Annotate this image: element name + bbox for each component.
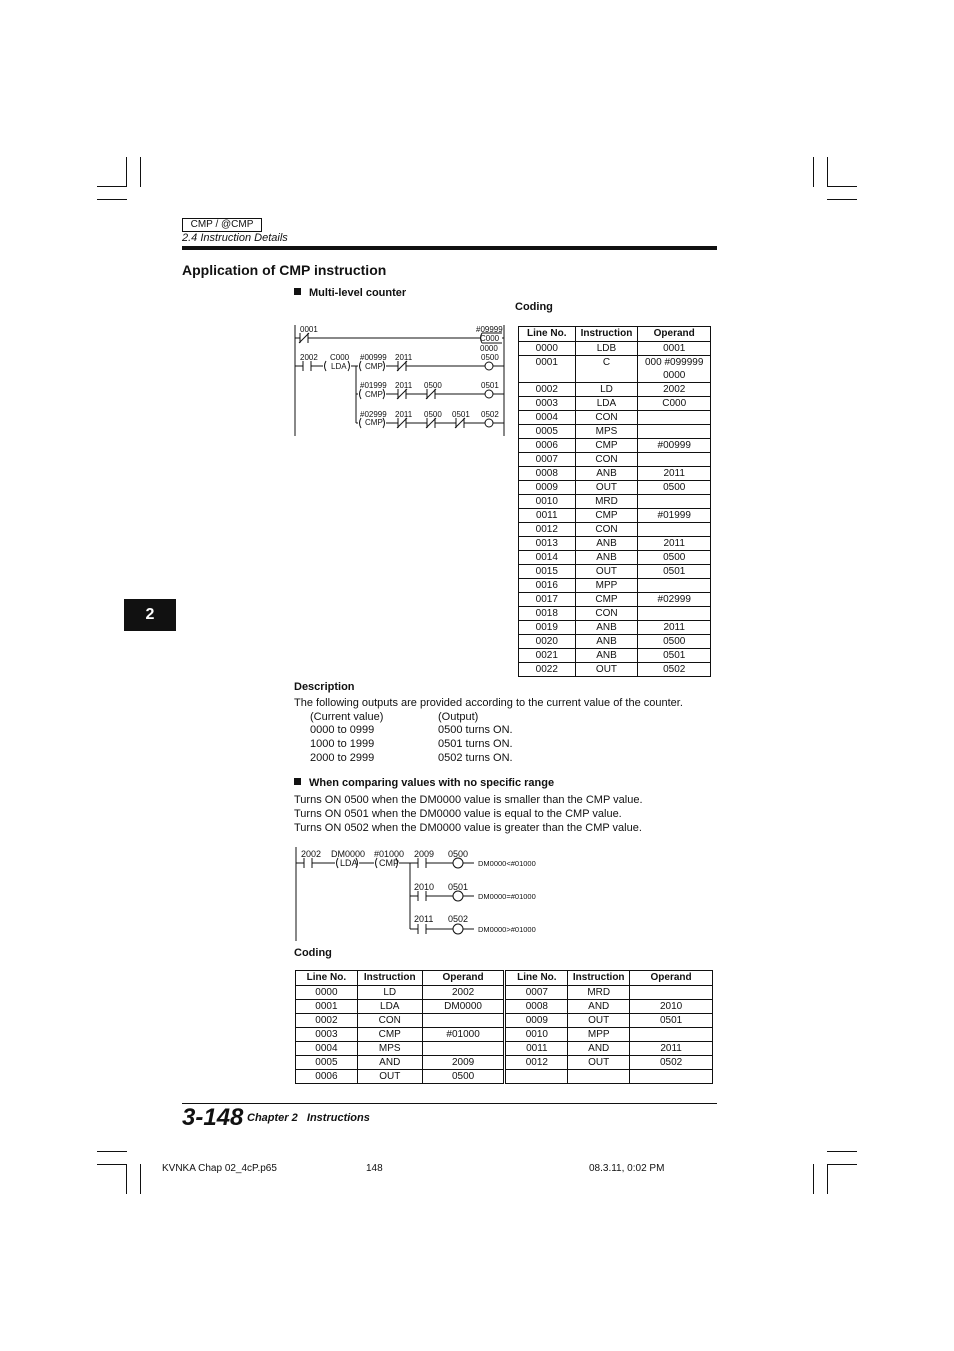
ladder-label: #01000 [374,849,405,859]
table-cell: MPS [357,1042,422,1056]
table-cell [638,495,711,509]
ladder-label: 2011 [395,381,413,390]
table-cell: 0007 [505,986,568,1000]
sec2-line: Turns ON 0501 when the DM0000 value is equal to the CMP value. [294,808,622,820]
ladder-note: DM0000>#01000 [478,925,536,934]
table-cell: OUT [568,1056,630,1070]
table-cell: #00999 [638,439,711,453]
crop-mark [827,199,857,200]
crop-mark [140,157,141,187]
crop-mark [97,1164,127,1165]
ladder-label: 2009 [414,849,435,859]
description-intro: The following outputs are provided according to the current value of the counter. [294,697,683,709]
table-row [519,397,711,411]
table-cell [638,579,711,593]
table-cell: #01999 [638,509,711,523]
table-cell: 0501 [638,649,711,663]
table-cell [505,1070,568,1084]
table-cell: 0001 [296,1000,358,1014]
table-header-cell: Instruction [568,971,630,986]
table-row [519,607,711,621]
crop-mark [97,186,127,187]
table-cell: 0500 [638,481,711,495]
table-cell: 0500 [638,551,711,565]
table-cell: 000 #099999 0000 [638,356,711,383]
table-row [519,425,711,439]
table-cell: 0502 [630,1056,713,1070]
table-cell: 0015 [519,565,576,579]
table-cell: 0014 [519,551,576,565]
ladder-label: #09999 [476,325,503,334]
table-cell: 0001 [638,342,711,356]
table-row [519,593,711,607]
table-cell: 0008 [519,467,576,481]
description-col-a: (Current value) [310,711,384,723]
sec1-heading: Multi-level counter [294,287,406,299]
table-cell [638,425,711,439]
crop-mark [97,199,127,200]
table-cell: CON [575,607,638,621]
table-cell: 0012 [505,1056,568,1070]
table-cell: 0005 [296,1056,358,1070]
crop-mark [827,1164,857,1165]
ladder-label: C000 [480,334,500,343]
table-header-cell: Line No. [519,327,576,342]
ladder-label: CMP [379,858,399,868]
ladder-label: LDA [331,362,347,371]
table-cell: 0501 [630,1014,713,1028]
ladder-label: #01999 [360,381,387,390]
crop-mark [813,157,814,187]
table-cell: 0009 [505,1014,568,1028]
table-cell: LDA [357,1000,422,1014]
ladder-label: 0500 [424,410,442,419]
header-section: 2.4 Instruction Details [182,232,288,244]
table-cell: OUT [357,1070,422,1084]
table-cell: 0011 [505,1042,568,1056]
table-cell: ANB [575,537,638,551]
table-cell: 0009 [519,481,576,495]
ladder-label: 2010 [414,882,435,892]
table-cell: MRD [575,495,638,509]
table-cell: ANB [575,467,638,481]
page-number: 3-148 [182,1104,244,1131]
table-cell: 0016 [519,579,576,593]
table-cell: 2010 [630,1000,713,1014]
table-cell: 0013 [519,537,576,551]
table-cell [422,1014,505,1028]
square-bullet-icon [294,778,301,785]
square-bullet-icon [294,288,301,295]
table-cell: 0010 [519,495,576,509]
table-cell: CMP [575,593,638,607]
crop-mark [97,1151,127,1152]
table-row [519,383,711,397]
ladder-label: LDA [340,858,358,868]
table-cell: 0501 [638,565,711,579]
table-row [519,509,711,523]
table-header-row [519,327,711,342]
ladder-label: CMP [365,418,383,427]
table-cell: 2011 [638,621,711,635]
table-cell [638,607,711,621]
table-cell: ANB [575,649,638,663]
table-row [519,649,711,663]
ladder-label: CMP [365,362,383,371]
table-cell: LD [575,383,638,397]
table-header-cell: Line No. [505,971,568,986]
table-cell: CMP [357,1028,422,1042]
coding-table-1 [518,326,711,677]
description-value: 0000 to 0999 [310,724,375,736]
table-cell: CON [575,453,638,467]
table-row [519,481,711,495]
footer-page: 148 [366,1163,383,1174]
table-row [519,579,711,593]
table-row [519,342,711,356]
table-cell: CON [575,411,638,425]
ladder-note: DM0000=#01000 [478,892,536,901]
table-row [519,439,711,453]
header-rule [182,246,717,250]
ladder-label: 0501 [448,882,469,892]
table-cell: MPS [575,425,638,439]
crop-mark [827,157,828,187]
table-cell: CON [357,1014,422,1028]
table-cell: 2002 [422,986,505,1000]
ladder-label: 0501 [452,410,470,419]
table-cell: 0006 [519,439,576,453]
crop-mark [126,1164,127,1194]
table-header-row [296,971,713,986]
table-cell: 0000 [296,986,358,1000]
table-cell: 0021 [519,649,576,663]
description-value: 1000 to 1999 [310,738,375,750]
table-cell: OUT [575,565,638,579]
footer-chapter: Chapter 2 Instructions [247,1112,370,1124]
table-row [519,565,711,579]
table-cell: OUT [575,481,638,495]
table-cell [638,411,711,425]
table-cell: 0011 [519,509,576,523]
ladder-label: 0500 [448,849,469,859]
table-header-cell: Instruction [575,327,638,342]
table-cell: C [575,356,638,383]
table-cell: 0003 [519,397,576,411]
description-output: 0501 turns ON. [438,738,513,750]
table-row [519,495,711,509]
ladder-label: 0500 [481,353,499,362]
sec2-line: Turns ON 0500 when the DM0000 value is smaller than the CMP value. [294,794,643,806]
ladder-diagram-1 [290,322,510,442]
table-cell: #02999 [638,593,711,607]
page-title: Application of CMP instruction [182,262,387,278]
table-row [519,635,711,649]
table-cell: 0019 [519,621,576,635]
ladder-diagram-2 [290,844,550,944]
table-cell: 0500 [638,635,711,649]
chapter-side-tab: 2 [124,599,176,631]
table-cell: AND [568,1000,630,1014]
table-row [296,1056,713,1070]
table-cell [422,1042,505,1056]
table-row [296,1028,713,1042]
table-cell: CON [575,523,638,537]
table-cell: AND [357,1056,422,1070]
table-row [519,467,711,481]
footer-date: 08.3.11, 0:02 PM [589,1163,665,1174]
table-cell: 0006 [296,1070,358,1084]
description-output: 0502 turns ON. [438,752,513,764]
table-cell: LDB [575,342,638,356]
table-cell: CMP [575,439,638,453]
ladder-label: CMP [365,390,383,399]
ladder-label: 2011 [395,353,413,362]
table-cell: 0007 [519,453,576,467]
table-cell: C000 [638,397,711,411]
table-header-cell: Operand [422,971,505,986]
table-header-cell: Operand [638,327,711,342]
table-cell: LD [357,986,422,1000]
table-header-cell: Line No. [296,971,358,986]
header-box-label: CMP / @CMP [182,218,262,232]
description-output: 0500 turns ON. [438,724,513,736]
table-header-cell: Instruction [357,971,422,986]
table-cell [638,523,711,537]
table-row [519,537,711,551]
table-cell: 0008 [505,1000,568,1014]
table-cell: 2011 [630,1042,713,1056]
table-cell [630,1028,713,1042]
ladder-label: 0502 [448,914,469,924]
table-row [519,663,711,677]
table-row [519,356,711,383]
sec1-coding-label: Coding [515,301,553,313]
table-row [519,411,711,425]
table-cell: 0500 [422,1070,505,1084]
ladder-label: 0502 [481,410,499,419]
crop-mark [813,1164,814,1194]
table-cell: AND [568,1042,630,1056]
table-cell: 0004 [296,1042,358,1056]
ladder-label: DM0000 [331,849,366,859]
ladder-label: 2011 [395,410,413,419]
ladder-label: 0000 [480,344,498,353]
table-cell: LDA [575,397,638,411]
sec2-heading: When comparing values with no specific range [294,777,554,789]
table-cell: 0005 [519,425,576,439]
table-cell: 0017 [519,593,576,607]
ladder-label: 2002 [300,353,318,362]
description-value: 2000 to 2999 [310,752,375,764]
footer-file: KVNKA Chap 02_4cP.p65 [162,1163,277,1174]
crop-mark [827,1151,857,1152]
table-row [519,523,711,537]
table-cell: 0012 [519,523,576,537]
table-cell: 0004 [519,411,576,425]
table-cell [630,1070,713,1084]
crop-mark [827,186,857,187]
sec2-coding-label: Coding [294,947,332,959]
table-cell: ANB [575,621,638,635]
table-cell [568,1070,630,1084]
ladder-label: 0001 [300,325,318,334]
description-col-b: (Output) [438,711,479,723]
table-cell: 0018 [519,607,576,621]
table-row [519,453,711,467]
table-row [296,986,713,1000]
table-cell: 0002 [519,383,576,397]
table-cell: ANB [575,551,638,565]
table-row [296,1014,713,1028]
coding-table-2 [295,970,713,1084]
table-cell: 0020 [519,635,576,649]
description-label: Description [294,681,355,693]
table-cell: OUT [568,1014,630,1028]
table-cell: #01000 [422,1028,505,1042]
table-cell: 0002 [296,1014,358,1028]
table-header-cell: Operand [630,971,713,986]
ladder-label: 2011 [414,914,434,924]
table-cell: MPP [568,1028,630,1042]
table-row [296,1042,713,1056]
table-cell: 0502 [638,663,711,677]
table-cell: DM0000 [422,1000,505,1014]
table-cell: 2002 [638,383,711,397]
table-cell: 0022 [519,663,576,677]
table-cell: 2011 [638,467,711,481]
ladder-label: 0500 [424,381,442,390]
table-cell: CMP [575,509,638,523]
table-row [296,1070,713,1084]
table-cell: 2009 [422,1056,505,1070]
table-cell: 2011 [638,537,711,551]
table-cell [638,453,711,467]
table-cell: 0010 [505,1028,568,1042]
crop-mark [140,1164,141,1194]
table-cell [630,986,713,1000]
ladder-label: C000 [330,353,350,362]
ladder-label: #00999 [360,353,387,362]
table-cell: MPP [575,579,638,593]
crop-mark [126,157,127,187]
table-row [519,621,711,635]
table-cell: 0003 [296,1028,358,1042]
table-cell: ANB [575,635,638,649]
table-cell: 0001 [519,356,576,383]
ladder-label: 0501 [481,381,499,390]
ladder-note: DM0000<#01000 [478,859,536,868]
table-row [296,1000,713,1014]
sec2-line: Turns ON 0502 when the DM0000 value is greater than the CMP value. [294,822,642,834]
table-cell: OUT [575,663,638,677]
table-cell: MRD [568,986,630,1000]
ladder-label: #02999 [360,410,387,419]
crop-mark [827,1164,828,1194]
table-row [519,551,711,565]
footer-rule [182,1103,717,1104]
table-cell: 0000 [519,342,576,356]
ladder-label: 2002 [301,849,322,859]
